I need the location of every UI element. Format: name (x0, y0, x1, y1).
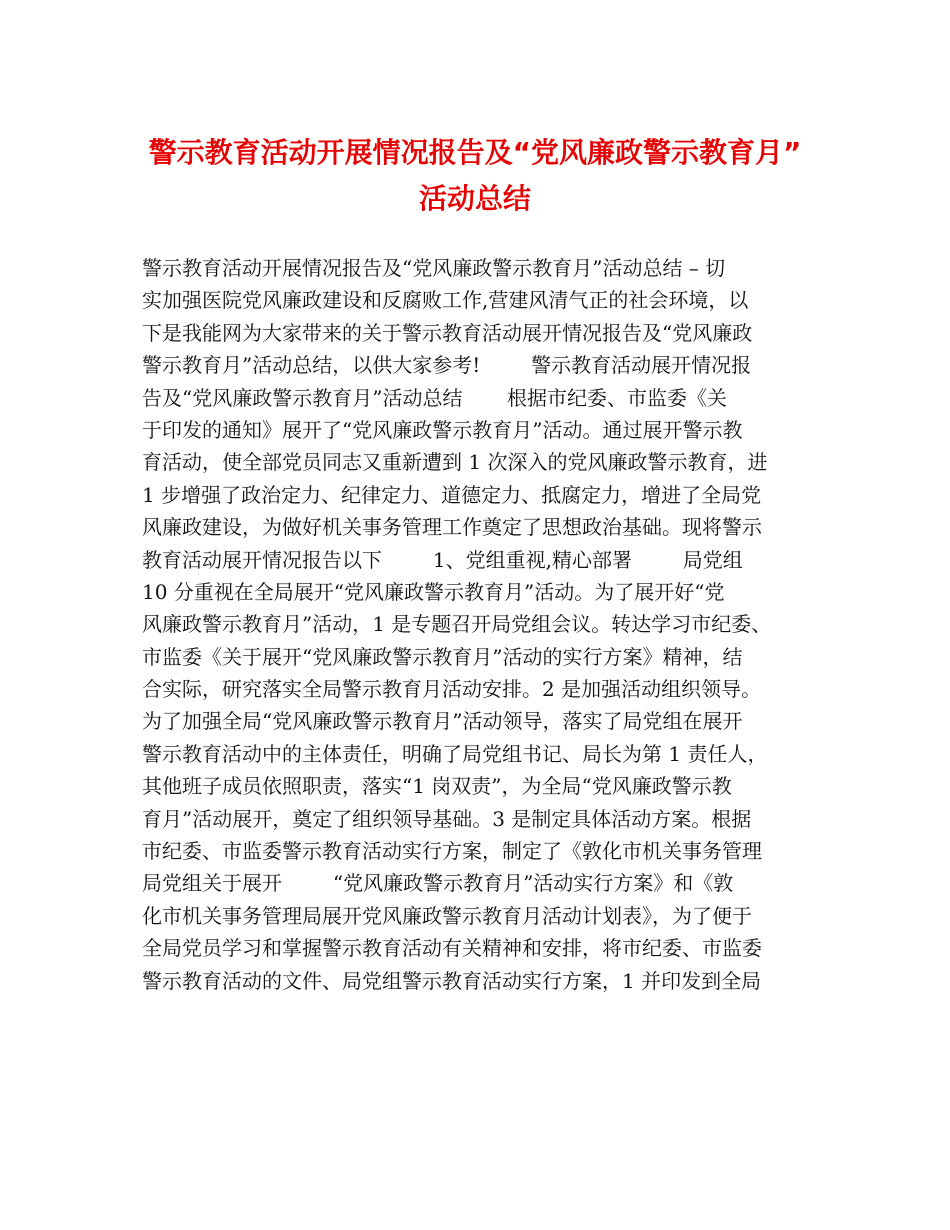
document-body (142, 252, 822, 997)
document-title-line-1: 警示教育活动开展情况报告及“党风廉政警示教育月” (148, 136, 802, 169)
body-line: 市监委《关于展开“党风廉政警示教育月”活动的实行方案》精神，结 (142, 644, 743, 669)
body-line: 告及“党风廉政警示教育月”活动总结 根据市纪委、市监委《关 (142, 385, 727, 410)
body-line: 育活动，使全部党员同志又重新遭到 1 次深入的党风廉政警示教育，进 (142, 450, 768, 475)
body-line: 育月”活动展开，奠定了组织领导基础。3 是制定具体活动方案。根据 (142, 806, 752, 831)
body-line: 教育活动展开情况报告以下 1、党组重视,精心部署 局党组 (142, 547, 743, 572)
body-line: 实加强医院党风廉政建设和反腐败工作,营建风清气正的社会环境，以 (142, 288, 749, 313)
body-line: 全局党员学习和掌握警示教育活动有关精神和安排，将市纪委、市监委 (142, 936, 762, 961)
body-line: 合实际，研究落实全局警示教育月活动安排。2 是加强活动组织领导。 (142, 677, 762, 702)
body-line: 警示教育活动的文件、局党组警示教育活动实行方案，1 并印发到全局 (142, 968, 762, 993)
body-line: 下是我能网为大家带来的关于警示教育活动展开情况报告及“党风廉政 (142, 320, 753, 345)
body-line: 化市机关事务管理局展开党风廉政警示教育月活动计划表》，为了便于 (142, 903, 752, 928)
body-line: 风廉政警示教育月”活动，1 是专题召开局党组会议。转达学习市纪委、 (142, 612, 772, 637)
body-line: 警示教育月”活动总结，以供大家参考! 警示教育活动展开情况报 (142, 353, 752, 378)
body-line: 10 分重视在全局展开“党风廉政警示教育月”活动。为了展开好“党 (142, 579, 725, 604)
body-line: 于印发的通知》展开了“党风廉政警示教育月”活动。通过展开警示教 (142, 417, 743, 442)
body-line: 1 步增强了政治定力、纪律定力、道德定力、抵腐定力，增进了全局党 (142, 482, 762, 507)
body-line: 其他班子成员依照职责，落实“1 岗双责”，为全局“党风廉政警示教 (142, 774, 732, 799)
body-line: 局党组关于展开 “党风廉政警示教育月”活动实行方案》和《敦 (142, 871, 734, 896)
body-line: 警示教育活动中的主体责任，明确了局党组书记、局长为第 1 责任人， (142, 741, 768, 766)
document-title-line-2: 活动总结 (418, 182, 531, 215)
body-line: 为了加强全局“党风廉政警示教育月”活动领导，落实了局党组在展开 (142, 709, 743, 734)
body-line: 风廉政建设，为做好机关事务管理工作奠定了思想政治基础。现将警示 (142, 515, 762, 540)
body-line: 市纪委、市监委警示教育活动实行方案，制定了《敦化市机关事务管理 (142, 839, 762, 864)
body-line: 警示教育活动开展情况报告及“党风廉政警示教育月”活动总结 – 切 (142, 256, 726, 280)
